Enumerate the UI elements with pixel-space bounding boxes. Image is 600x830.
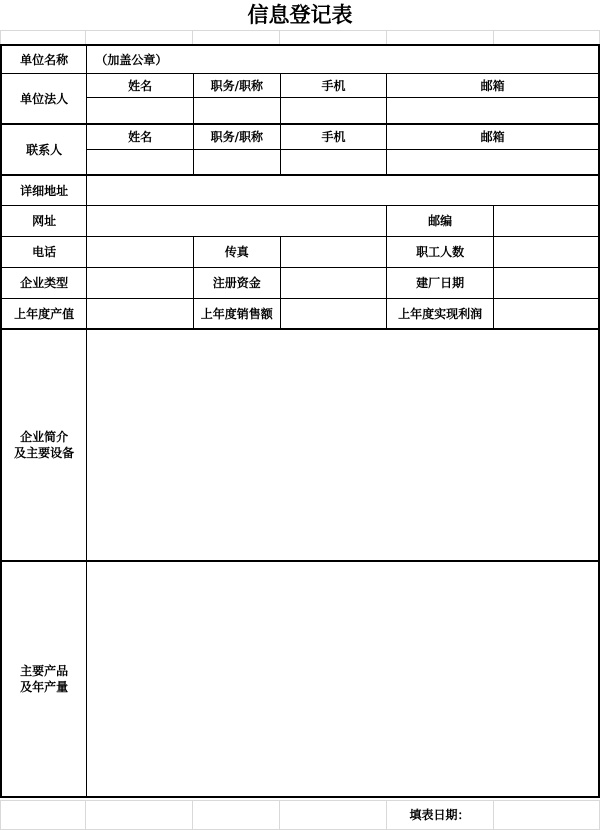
company-intro-label-line2: 及主要设备 — [14, 446, 75, 460]
fax-field[interactable] — [280, 236, 387, 267]
main-products-label-line1: 主要产品 — [20, 664, 69, 678]
last-year-profit-label: 上年度实现利润 — [387, 298, 494, 329]
unit-name-label: 单位名称 — [1, 45, 87, 73]
founded-date-label: 建厂日期 — [387, 267, 494, 298]
company-type-label: 企业类型 — [1, 267, 87, 298]
website-label: 网址 — [1, 205, 87, 236]
last-year-output-label: 上年度产值 — [1, 298, 87, 329]
legal-rep-name-field[interactable] — [87, 97, 194, 124]
unit-name-field[interactable]: （加盖公章） — [87, 45, 599, 73]
contact-name-field[interactable] — [87, 149, 194, 175]
last-year-output-field[interactable] — [87, 298, 194, 329]
company-intro-field[interactable] — [87, 329, 599, 561]
registered-capital-label: 注册资金 — [193, 267, 280, 298]
contact-mobile-header: 手机 — [280, 124, 387, 149]
contact-mobile-field[interactable] — [280, 149, 387, 175]
contact-label: 联系人 — [1, 124, 87, 175]
fax-label: 传真 — [193, 236, 280, 267]
founded-date-field[interactable] — [494, 267, 599, 298]
legal-rep-title-header: 职务/职称 — [193, 73, 280, 97]
postcode-field[interactable] — [494, 205, 599, 236]
contact-title-header: 职务/职称 — [193, 124, 280, 149]
postcode-label: 邮编 — [387, 205, 494, 236]
company-intro-label-line1: 企业简介 — [20, 430, 69, 444]
contact-email-header: 邮箱 — [387, 124, 599, 149]
website-field[interactable] — [87, 205, 387, 236]
staff-count-field[interactable] — [494, 236, 599, 267]
legal-rep-email-field[interactable] — [387, 97, 599, 124]
legal-rep-label: 单位法人 — [1, 73, 87, 124]
phone-field[interactable] — [87, 236, 194, 267]
address-label: 详细地址 — [1, 175, 87, 205]
legal-rep-mobile-header: 手机 — [280, 73, 387, 97]
last-year-sales-field[interactable] — [280, 298, 387, 329]
registration-form — [0, 44, 600, 798]
legal-rep-title-field[interactable] — [193, 97, 280, 124]
legal-rep-name-header: 姓名 — [87, 73, 194, 97]
contact-email-field[interactable] — [387, 149, 599, 175]
address-field[interactable] — [87, 175, 599, 205]
phone-label: 电话 — [1, 236, 87, 267]
contact-name-header: 姓名 — [87, 124, 194, 149]
contact-title-field[interactable] — [193, 149, 280, 175]
legal-rep-mobile-field[interactable] — [280, 97, 387, 124]
staff-count-label: 职工人数 — [387, 236, 494, 267]
fill-date-label: 填表日期： — [409, 808, 470, 822]
company-intro-label — [1, 329, 87, 561]
last-year-profit-field[interactable] — [494, 298, 599, 329]
main-products-label — [1, 561, 87, 797]
company-type-field[interactable] — [87, 267, 194, 298]
main-products-label-line2: 及年产量 — [20, 680, 69, 694]
legal-rep-email-header: 邮箱 — [387, 73, 599, 97]
registered-capital-field[interactable] — [280, 267, 387, 298]
last-year-sales-label: 上年度销售额 — [193, 298, 280, 329]
page-title: 信息登记表 — [247, 3, 353, 27]
main-products-field[interactable] — [87, 561, 599, 797]
